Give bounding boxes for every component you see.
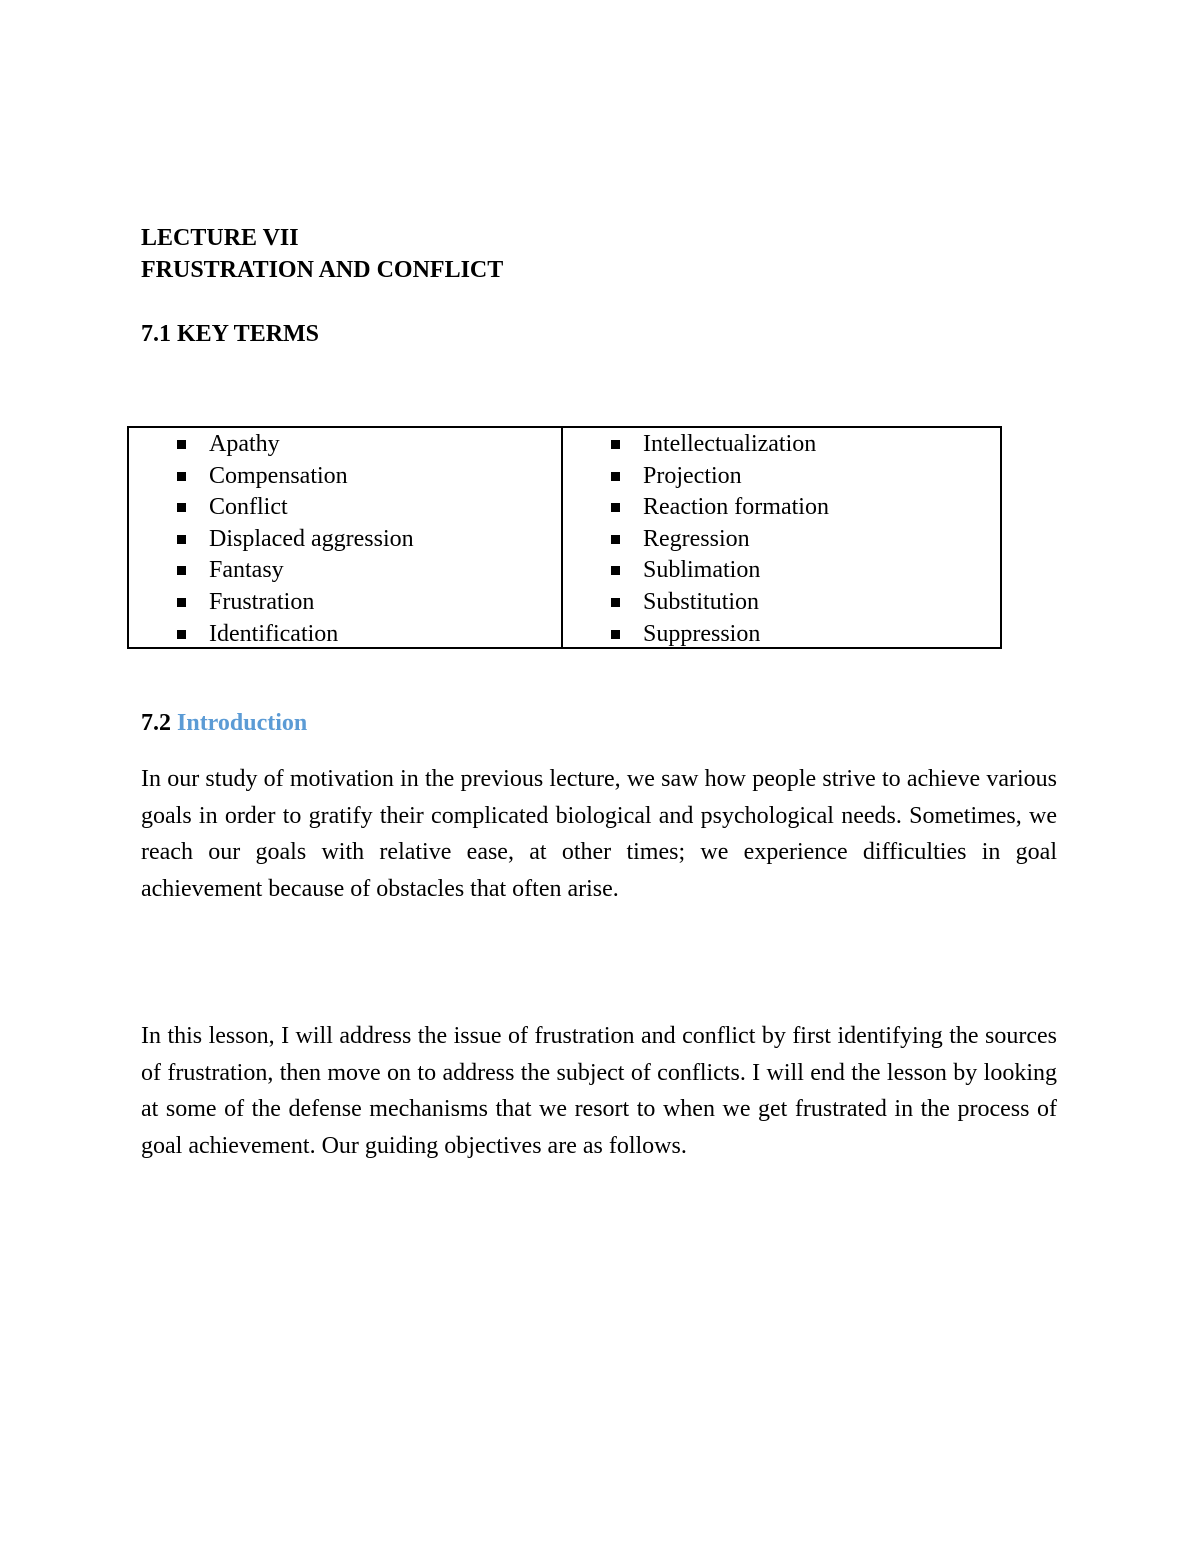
key-term-label: Identification xyxy=(209,620,339,647)
key-term-label: Sublimation xyxy=(643,557,761,584)
square-bullet-icon xyxy=(611,535,620,544)
lecture-subtitle: FRUSTRATION AND CONFLICT xyxy=(141,257,504,283)
key-terms-right-column xyxy=(563,428,1000,647)
key-term-item xyxy=(563,461,1000,493)
key-term-item xyxy=(129,429,561,461)
square-bullet-icon xyxy=(611,630,620,639)
key-term-item xyxy=(129,619,561,651)
square-bullet-icon xyxy=(611,598,620,607)
key-terms-left-column xyxy=(129,428,563,647)
square-bullet-icon xyxy=(611,566,620,575)
key-term-label: Displaced aggression xyxy=(209,525,414,552)
lecture-title: LECTURE VII xyxy=(141,225,299,251)
key-terms-heading: 7.1 KEY TERMS xyxy=(141,321,320,347)
key-term-item xyxy=(563,555,1000,587)
intro-paragraph-1: In our study of motivation in the previous lecture, we saw how people strive to achieve various goals in order to gratify their complicated biological and psychological needs. Sometimes, we reach our goals with relative ease, at other times; we experience difficulties in goal achievement because of obstacles that often arise. xyxy=(141,766,1057,902)
square-bullet-icon xyxy=(177,503,186,512)
key-term-item xyxy=(563,587,1000,619)
square-bullet-icon xyxy=(611,472,620,481)
key-terms-table xyxy=(127,426,1002,649)
introduction-number: 7.2 xyxy=(141,710,171,736)
introduction-heading xyxy=(141,707,307,739)
square-bullet-icon xyxy=(177,472,186,481)
key-term-label: Compensation xyxy=(209,462,348,489)
square-bullet-icon xyxy=(611,503,620,512)
key-term-item xyxy=(563,524,1000,556)
key-term-label: Frustration xyxy=(209,588,315,615)
key-term-item xyxy=(129,555,561,587)
key-term-label: Apathy xyxy=(209,431,280,457)
introduction-title: Introduction xyxy=(177,710,308,736)
key-term-item xyxy=(563,492,1000,524)
square-bullet-icon xyxy=(177,598,186,607)
square-bullet-icon xyxy=(177,566,186,575)
intro-paragraph-2: In this lesson, I will address the issue of frustration and conflict by first identifying the sources of frustration, then move on to address the subject of conflicts. I will end the lesson by looking at some of the defense mechanisms that we resort to when we get frustrated in the process of goal achievement. Our guiding objectives are as follows. xyxy=(141,1023,1057,1159)
key-term-label: Substitution xyxy=(643,588,760,615)
key-term-label: Regression xyxy=(643,525,750,552)
key-term-item xyxy=(129,492,561,524)
square-bullet-icon xyxy=(177,535,186,544)
square-bullet-icon xyxy=(177,630,186,639)
key-term-item xyxy=(563,619,1000,651)
key-term-label: Conflict xyxy=(209,494,288,521)
key-term-label: Projection xyxy=(643,462,742,489)
key-term-label: Fantasy xyxy=(209,557,284,584)
square-bullet-icon xyxy=(177,440,186,449)
key-term-item xyxy=(129,461,561,493)
key-term-item xyxy=(563,429,1000,461)
key-term-label: Suppression xyxy=(643,620,761,647)
key-term-item xyxy=(129,524,561,556)
square-bullet-icon xyxy=(611,440,620,449)
key-term-label: Reaction formation xyxy=(643,494,829,521)
key-term-item xyxy=(129,587,561,619)
key-term-label: Intellectualization xyxy=(643,431,817,457)
